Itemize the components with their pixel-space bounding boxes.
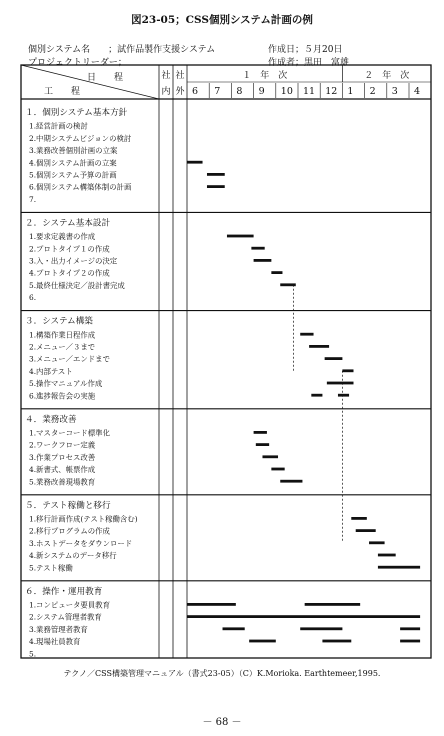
year1-header: １ 年 次	[242, 71, 288, 81]
task-label-2-1: 1.要求定義書の作成	[29, 232, 96, 242]
document-title: 図23-05；CSS個別システム計画の例	[131, 14, 313, 26]
in-house-header-bottom: 内	[161, 87, 171, 97]
task-label-1-2: 2.中期システムビジョンの検討	[29, 133, 132, 143]
task-label-4-1: 1.マスターコード標準化	[29, 428, 110, 438]
task-bar-2-4-1	[271, 271, 282, 274]
task-label-5-2: 2.移行プログラムの作成	[29, 526, 110, 536]
process-header-label: 工 程	[43, 87, 81, 97]
task-label-1-3: 3.業務改善個別計画の立案	[29, 146, 118, 156]
task-bar-6-3-2	[300, 627, 342, 630]
task-bar-5-4-1	[378, 554, 396, 557]
task-bar-6-4-2	[322, 640, 351, 643]
task-label-6-1: 1.コンピュータ要員教育	[29, 600, 110, 610]
task-bar-4-1-1	[254, 431, 267, 434]
task-label-5-3: 3.ホストデータをダウンロード	[29, 538, 133, 548]
task-bar-6-4-3	[400, 640, 420, 643]
section-title-1: １．個別システム基本方針	[25, 108, 128, 118]
task-label-2-2: 2.プロトタイプ１の作成	[29, 244, 110, 254]
month-label-9: 9	[258, 86, 265, 97]
task-bar-1-4-1	[187, 161, 203, 164]
task-label-3-3: 3.メニュー／エンドまで	[29, 354, 110, 364]
month-label-11: 11	[303, 86, 316, 97]
task-bar-3-1-1	[300, 333, 313, 336]
created-date-field: 作成日；５月20日	[268, 45, 343, 55]
task-bar-2-3-1	[254, 259, 272, 262]
schedule-header-label: 日 程	[86, 73, 124, 83]
task-label-1-1: 1.経営計画の検討	[29, 121, 88, 131]
task-label-3-1: 1.構築作業日程作成	[29, 330, 96, 340]
task-bar-6-3-1	[223, 627, 245, 630]
year2-header: ２ 年 次	[364, 71, 410, 81]
task-bar-2-2-1	[251, 247, 264, 250]
task-bar-4-5-1	[280, 480, 302, 483]
project-leader-field: プロジェクトリーダー；	[28, 58, 127, 68]
system-name-field: 個別システム名 ；試作品製作支援システム	[28, 45, 216, 55]
footer-credit: テクノ／CSS構築管理マニュアル（書式23-05）（C）K.Morioka. Earthtemeer,1995.	[63, 669, 381, 678]
task-bar-5-1-1	[351, 517, 367, 520]
task-label-1-7: 7.	[29, 194, 37, 204]
task-bar-2-1-1	[227, 235, 254, 238]
month-label-12: 12	[325, 86, 338, 97]
task-label-4-5: 5.業務改善現場教育	[29, 477, 96, 487]
task-label-6-3: 3.業務管理者教育	[29, 624, 88, 634]
task-label-2-5: 5.最終仕様決定／設計書完成	[29, 280, 125, 290]
task-label-1-4: 4.個別システム計画の立案	[29, 158, 117, 168]
task-bar-5-2-1	[356, 529, 376, 532]
month-label-2: 2	[369, 86, 376, 97]
task-bar-3-4-1	[342, 369, 353, 372]
outside-header-bottom: 外	[175, 87, 185, 97]
task-label-4-4: 4.新書式、帳票作成	[29, 465, 96, 475]
task-bar-3-6-1	[311, 394, 322, 397]
task-label-3-4: 4.内部テスト	[29, 366, 73, 376]
task-label-4-2: 2.ワークフロー定義	[29, 440, 96, 450]
task-label-3-6: 6.進捗報告会の実施	[29, 391, 96, 401]
task-bar-3-3-1	[325, 357, 343, 360]
task-bar-5-3-1	[369, 541, 385, 544]
month-label-8: 8	[236, 86, 243, 97]
month-label-7: 7	[214, 86, 221, 97]
task-label-3-2: 2.メニュー／３まで	[29, 342, 96, 352]
task-label-5-1: 1.移行計画作成(テスト稼働含む)	[29, 514, 138, 524]
month-label-6: 6	[192, 86, 199, 97]
task-bar-6-1-1	[187, 603, 236, 606]
task-bar-4-4-1	[271, 468, 284, 471]
month-label-4: 4	[414, 86, 421, 97]
task-label-6-4: 4.現場社員教育	[29, 637, 81, 647]
section-title-2: ２．システム基本設計	[25, 218, 111, 229]
task-label-3-5: 5.操作マニュアル作成	[29, 379, 103, 389]
section-title-6: ６．操作・運用教育	[25, 586, 103, 597]
task-bar-1-6-1	[207, 185, 225, 188]
task-bar-3-6-2	[338, 394, 349, 397]
task-label-6-5: 5.	[29, 649, 37, 659]
month-label-10: 10	[280, 86, 293, 97]
task-bar-4-2-1	[256, 443, 269, 446]
task-bar-3-2-1	[309, 345, 329, 348]
task-label-1-6: 6.個別システム構築体制の計画	[29, 182, 132, 192]
task-label-1-5: 5.個別システム予算の計画	[29, 170, 117, 180]
author-field: 作成者；黒田 富雄	[268, 58, 350, 68]
task-bar-6-2-1	[187, 615, 420, 618]
task-label-2-6: 6.	[29, 293, 37, 303]
outside-header-top: 社	[175, 71, 185, 81]
task-label-4-3: 3.作業プロセス改善	[29, 452, 96, 462]
page-number: － 68 －	[202, 717, 242, 728]
section-title-3: ３．システム構築	[25, 316, 93, 327]
section-title-4: ４．業務改善	[25, 414, 77, 425]
month-label-3: 3	[391, 86, 398, 97]
task-label-2-3: 3.入・出力イメージの決定	[29, 256, 118, 266]
task-label-2-4: 4.プロトタイプ２の作成	[29, 268, 110, 278]
task-label-5-5: 5.テスト稼働	[29, 563, 73, 573]
task-bar-5-5-1	[378, 566, 420, 569]
task-bar-6-4-1	[249, 640, 276, 643]
task-label-5-4: 4.新システムのデータ移行	[29, 551, 117, 561]
task-bar-6-1-2	[305, 603, 361, 606]
task-bar-6-3-3	[400, 627, 420, 630]
task-bar-1-5-1	[207, 173, 225, 176]
section-title-5: ５．テスト稼働と移行	[25, 500, 111, 511]
task-bar-3-5-1	[327, 382, 354, 385]
task-label-6-2: 2.システム管理者教育	[29, 612, 102, 622]
task-bar-4-3-1	[262, 455, 278, 458]
month-label-1: 1	[347, 86, 354, 97]
in-house-header-top: 社	[161, 71, 171, 81]
